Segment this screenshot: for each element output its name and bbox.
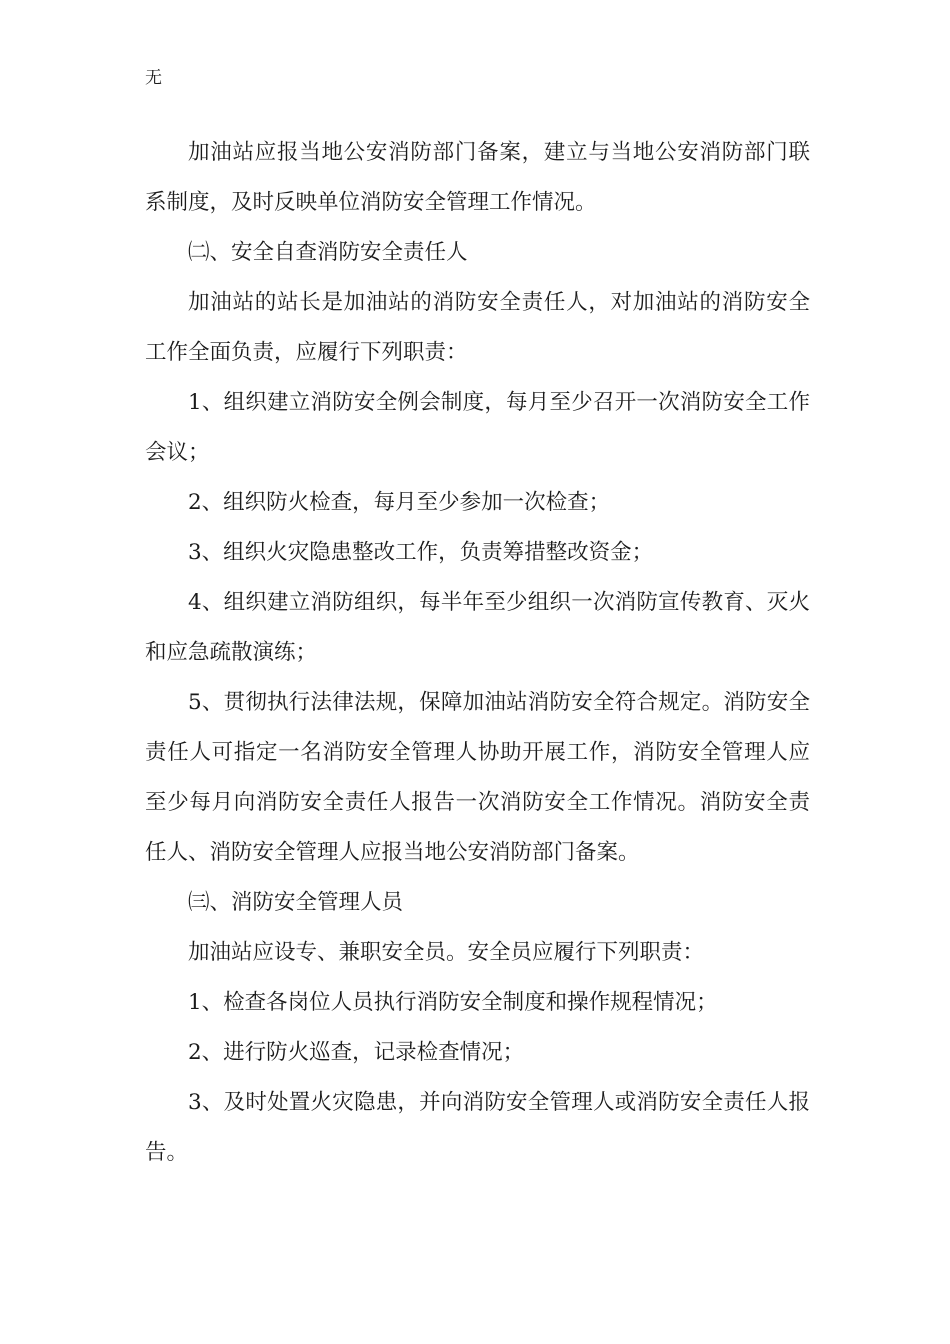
list-item-duty-3: 3、组织火灾隐患整改工作，负责筹措整改资金； — [188, 540, 654, 565]
list-item-duty-2: 2、组织防火检查，每月至少参加一次检查； — [188, 490, 611, 515]
paragraph-safety-officer: 加油站应设专、兼职安全员。安全员应履行下列职责： — [188, 940, 705, 965]
list-item-duty-5: 5、贯彻执行法律法规，保障加油站消防安全符合规定。消防安全责任人可指定一名消防安全管理人协助开展工作，消防安全管理人应至少每月向消防安全责任人报告一次消防安全工作情况。消防安全责任人、消防安全管理人应报当地公安消防部门备案。 — [145, 690, 810, 865]
list-item-officer-duty-2: 2、进行防火巡查，记录检查情况； — [188, 1040, 525, 1065]
list-item-officer-duty-1: 1、检查各岗位人员执行消防安全制度和操作规程情况； — [188, 990, 718, 1015]
section-heading-management-staff: ㈢、消防安全管理人员 — [188, 890, 404, 915]
header-text: 无 — [145, 68, 162, 88]
list-item-duty-4: 4、组织建立消防组织，每半年至少组织一次消防宣传教育、灭火和应急疏散演练； — [145, 590, 810, 665]
paragraph-filing: 加油站应报当地公安消防部门备案，建立与当地公安消防部门联系制度，及时反映单位消防安全管理工作情况。 — [145, 140, 810, 215]
section-heading-responsible-person: ㈡、安全自查消防安全责任人 — [188, 240, 468, 265]
document-body — [145, 128, 810, 1178]
list-item-officer-duty-3: 3、及时处置火灾隐患，并向消防安全管理人或消防安全责任人报告。 — [145, 1090, 810, 1165]
list-item-duty-1: 1、组织建立消防安全例会制度，每月至少召开一次消防安全工作会议； — [145, 390, 810, 465]
paragraph-station-manager: 加油站的站长是加油站的消防安全责任人，对加油站的消防安全工作全面负责，应履行下列职责： — [145, 290, 810, 365]
